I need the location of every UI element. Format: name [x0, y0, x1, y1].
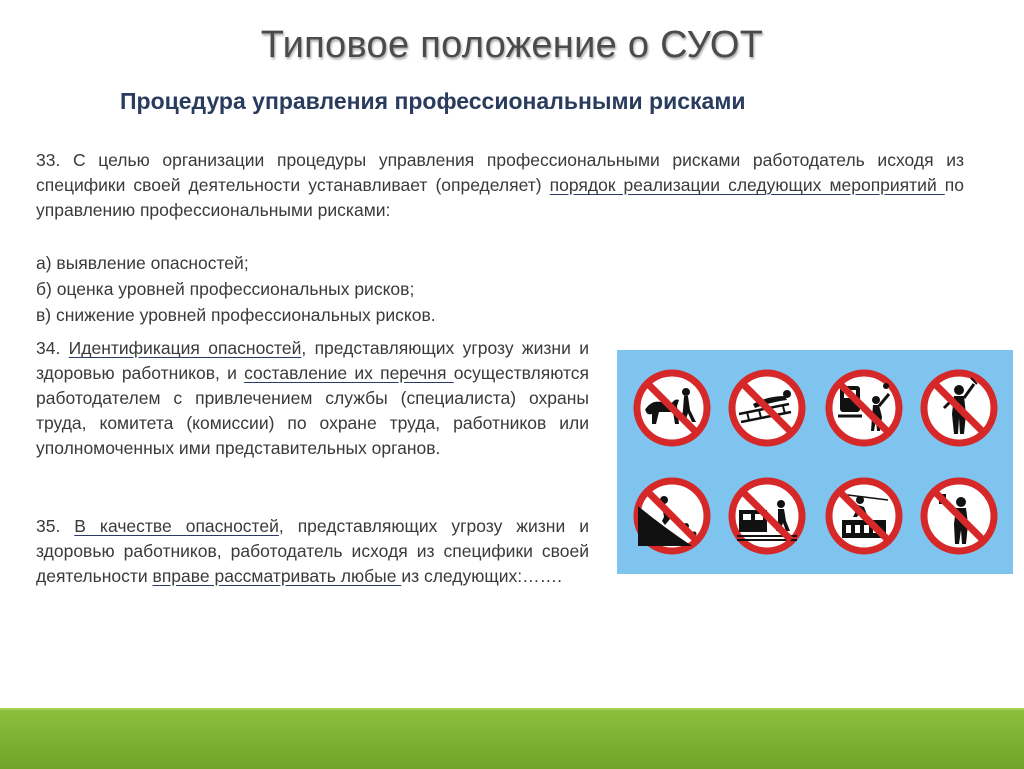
no-throwing-at-train-icon [829, 373, 899, 443]
paragraph-35 [36, 514, 589, 589]
list-item: в) снижение уровней профессиональных рисков. [36, 305, 436, 325]
p33-text-2: по управлению профессиональными рисками: [36, 175, 964, 220]
p35-underlined-1: В качестве опасностей [74, 516, 279, 536]
p35-underlined-2: вправе рассматривать любые [152, 566, 402, 586]
no-lying-on-rails-icon [732, 373, 802, 443]
paragraph-34 [36, 336, 589, 461]
p33-underlined: порядок реализации следующих мероприятий [549, 175, 945, 195]
prohibition-signs-panel [617, 350, 1013, 574]
p35-text-2: , представляющих угрозу жизни и здоровью работников, работодатель исходя из специфики своей деятельности [36, 516, 589, 586]
prohibition-signs [617, 350, 1013, 574]
slide-subtitle: Процедура управления профессиональными рисками [120, 88, 746, 114]
p34-underlined-2: составление их перечня [244, 363, 454, 383]
p35-text-1: 35. [36, 516, 75, 536]
p34-text-2: , представляющих угрозу жизни и здоровью работников, и [36, 338, 589, 383]
p34-text-3: осуществляются работодателем с привлечением службы (специалиста) охраны труда, комитета (комиссии) по охране труда, работников или уполномоченных ими представительных органов. [36, 363, 589, 458]
no-climbing-on-roof-icon [829, 481, 899, 551]
footer-bar [0, 708, 1024, 769]
no-crossing-before-train-icon [732, 481, 802, 551]
p33-text-1: 33. С целью организации процедуры управления профессиональными рисками работодатель исходя из специфики своей деятельности устанавливает (определяет) [36, 150, 964, 195]
paragraph-33 [36, 148, 964, 223]
p34-underlined-1: Идентификация опасностей [68, 338, 302, 358]
list-item: б) оценка уровней профессиональных рисков; [36, 279, 415, 299]
p35-text-3: из следующих:……. [401, 566, 563, 586]
p34-text-1: 34. [36, 338, 69, 358]
no-walking-on-slope-icon [637, 481, 707, 551]
measures-list [36, 250, 436, 328]
no-animals-icon [637, 373, 707, 443]
slide-title: Типовое положение о СУОТ [260, 24, 764, 66]
no-touching-wires-icon [924, 373, 994, 443]
list-item: а) выявление опасностей; [36, 253, 249, 273]
no-selfie-icon [924, 481, 994, 551]
